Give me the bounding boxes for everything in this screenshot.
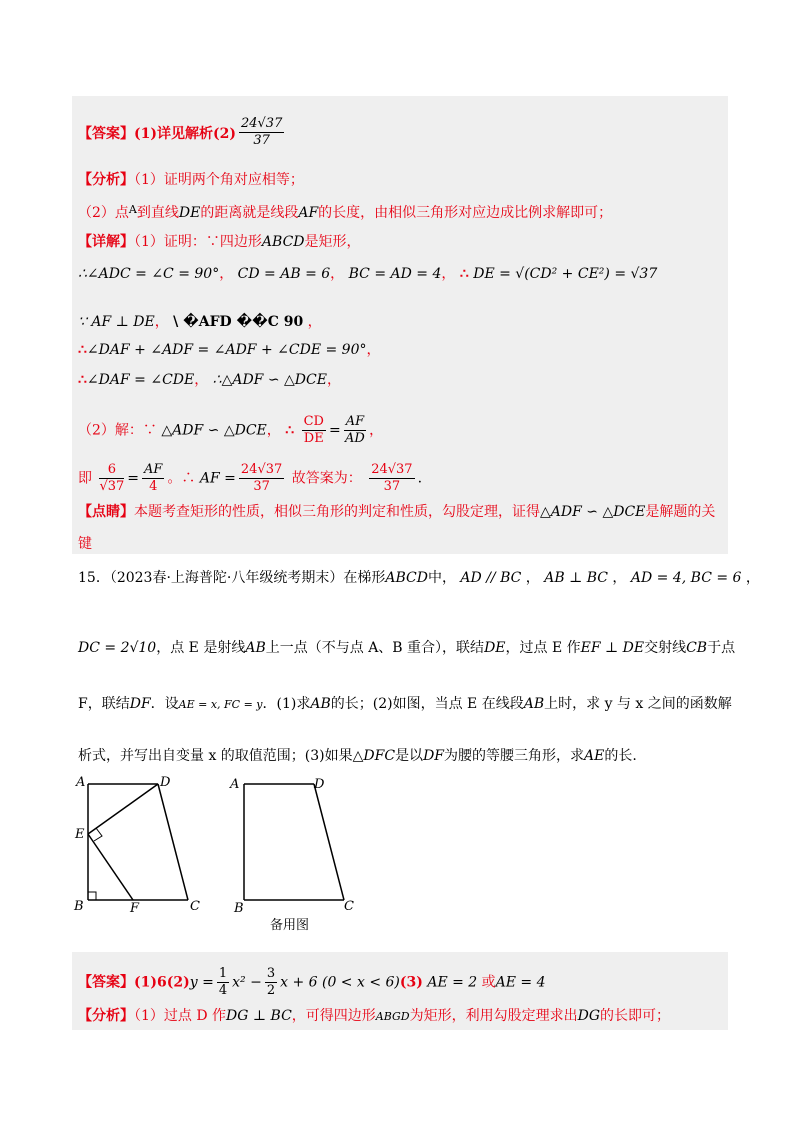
- eq-fraction-2: $\frac{AF}{4}$: [144, 462, 163, 494]
- fig2-label-D: D: [314, 777, 325, 792]
- figure-1-diagram: [70, 774, 210, 914]
- problem15-line-4: 析式，并写出自变量 x 的取值范围；(3)如果△DFC是以DF为腰的等腰三角形，求AE的长.: [78, 748, 637, 764]
- analysis-tag: 【分析】: [78, 172, 134, 188]
- detail-line-3: ∵ AF ⊥ DE， \ �AFD ��C 90 ，: [78, 314, 322, 330]
- fig1-label-E: E: [75, 827, 85, 842]
- detail-line-2: ∴∠ADC = ∠C = 90°， CD = AB = 6， BC = AD = 4， ∴ DE = √(CD² + CE²) = √37: [78, 266, 658, 282]
- problem15-line-2: DC = 2√10，点 E 是射线AB上一点（不与点 A、B 重合），联结DE，过点 E 作EF ⊥ DE交射线CB于点: [78, 640, 736, 656]
- figure-2-caption: 备用图: [270, 918, 310, 933]
- comment-tag: 【点睛】: [78, 504, 134, 520]
- fig1-label-D: D: [160, 775, 171, 790]
- problem15-line-1: 15．（2023春·上海普陀·八年级统考期末）在梯形ABCD中， AD // BC ， AB ⊥ BC ， AD = 4, BC = 6 ，: [78, 570, 760, 586]
- analysis-line-1: 【分析】（1）证明两个角对应相等；: [78, 172, 304, 188]
- figure-2-diagram: [226, 774, 366, 914]
- answer-line-14: [78, 116, 287, 149]
- answer-tag: 【答案】: [78, 126, 134, 142]
- analysis15-line: 【分析】（1）过点 D 作DG ⊥ BC，可得四边形ABGD为矩形，利用勾股定理求出DG的长即可；: [78, 1008, 671, 1024]
- ratio-fraction-1: $\frac{CD}{DE}$: [303, 414, 324, 446]
- detail-line-5: ∴∠DAF = ∠CDE， ∴△ADF ∽ △DCE，: [78, 372, 341, 388]
- answer15-frac-1: $\frac{1}{4}$: [218, 966, 228, 998]
- comment-line-1: 【点睛】本题考查矩形的性质，相似三角形的判定和性质，勾股定理，证得△ADF ∽ △DCE是解题的关: [78, 504, 716, 520]
- detail-line-6: （2）解：∵ △ADF ∽ △DCE， ∴ $\frac{CD}{DE}$ = $\frac{AF}{AD}$ ，: [78, 414, 384, 446]
- eq-fraction-1: $\frac{6}{√37}$: [99, 462, 125, 494]
- fig1-label-C: C: [190, 899, 200, 914]
- analysis15-tag: 【分析】: [78, 1008, 134, 1024]
- detail-tag: 【详解】: [78, 234, 134, 250]
- fig2-label-A: A: [230, 777, 240, 792]
- answer-fraction: $\frac{24√37}{37}$: [240, 116, 283, 148]
- ratio-fraction-2: $\frac{AF}{AD}$: [344, 414, 365, 446]
- eq-fraction-3: $\frac{24√37}{37}$: [240, 462, 283, 494]
- fig2-label-B: B: [234, 901, 244, 914]
- detail-line-4: ∴∠DAF + ∠ADF = ∠ADF + ∠CDE = 90°，: [78, 342, 381, 358]
- fig2-label-C: C: [344, 899, 354, 914]
- answer15-tag: 【答案】: [78, 974, 134, 991]
- fig1-label-F: F: [130, 901, 140, 914]
- fig1-label-A: A: [76, 775, 86, 790]
- fig1-label-B: B: [74, 899, 84, 914]
- detail-line-1: 【详解】（1）证明：∵四边形ABCD是矩形，: [78, 234, 361, 250]
- answer15-line: 【答案】(1)6(2)y = $\frac{1}{4}$ x² − $\frac{3}{2}$ x + 6 (0 < x < 6)(3) AE = 2 或AE = 4: [78, 966, 546, 998]
- answer15-frac-2: $\frac{3}{2}$: [266, 966, 276, 998]
- problem15-line-3: F，联结DF．设AE = x, FC = y．(1)求AB的长；(2)如图，当点 E 在线段AB上时，求 y 与 x 之间的函数解: [78, 696, 732, 712]
- eq-fraction-4: $\frac{24√37}{37}$: [371, 462, 413, 494]
- comment-line-2: 键: [78, 536, 92, 552]
- answer-text: (1)详见解析(2): [134, 126, 236, 142]
- analysis-line-2: （2）点$^A$到直线DE的距离就是线段AF的长度，由相似三角形对应边成比例求解即可；: [78, 203, 613, 221]
- detail-line-7: 即 $\frac{6}{√37}$ = $\frac{AF}{4}$ 。∴ AF = $\frac{24√37}{37}$ 故答案为： $\frac{24√37}{37}$ .: [78, 462, 423, 494]
